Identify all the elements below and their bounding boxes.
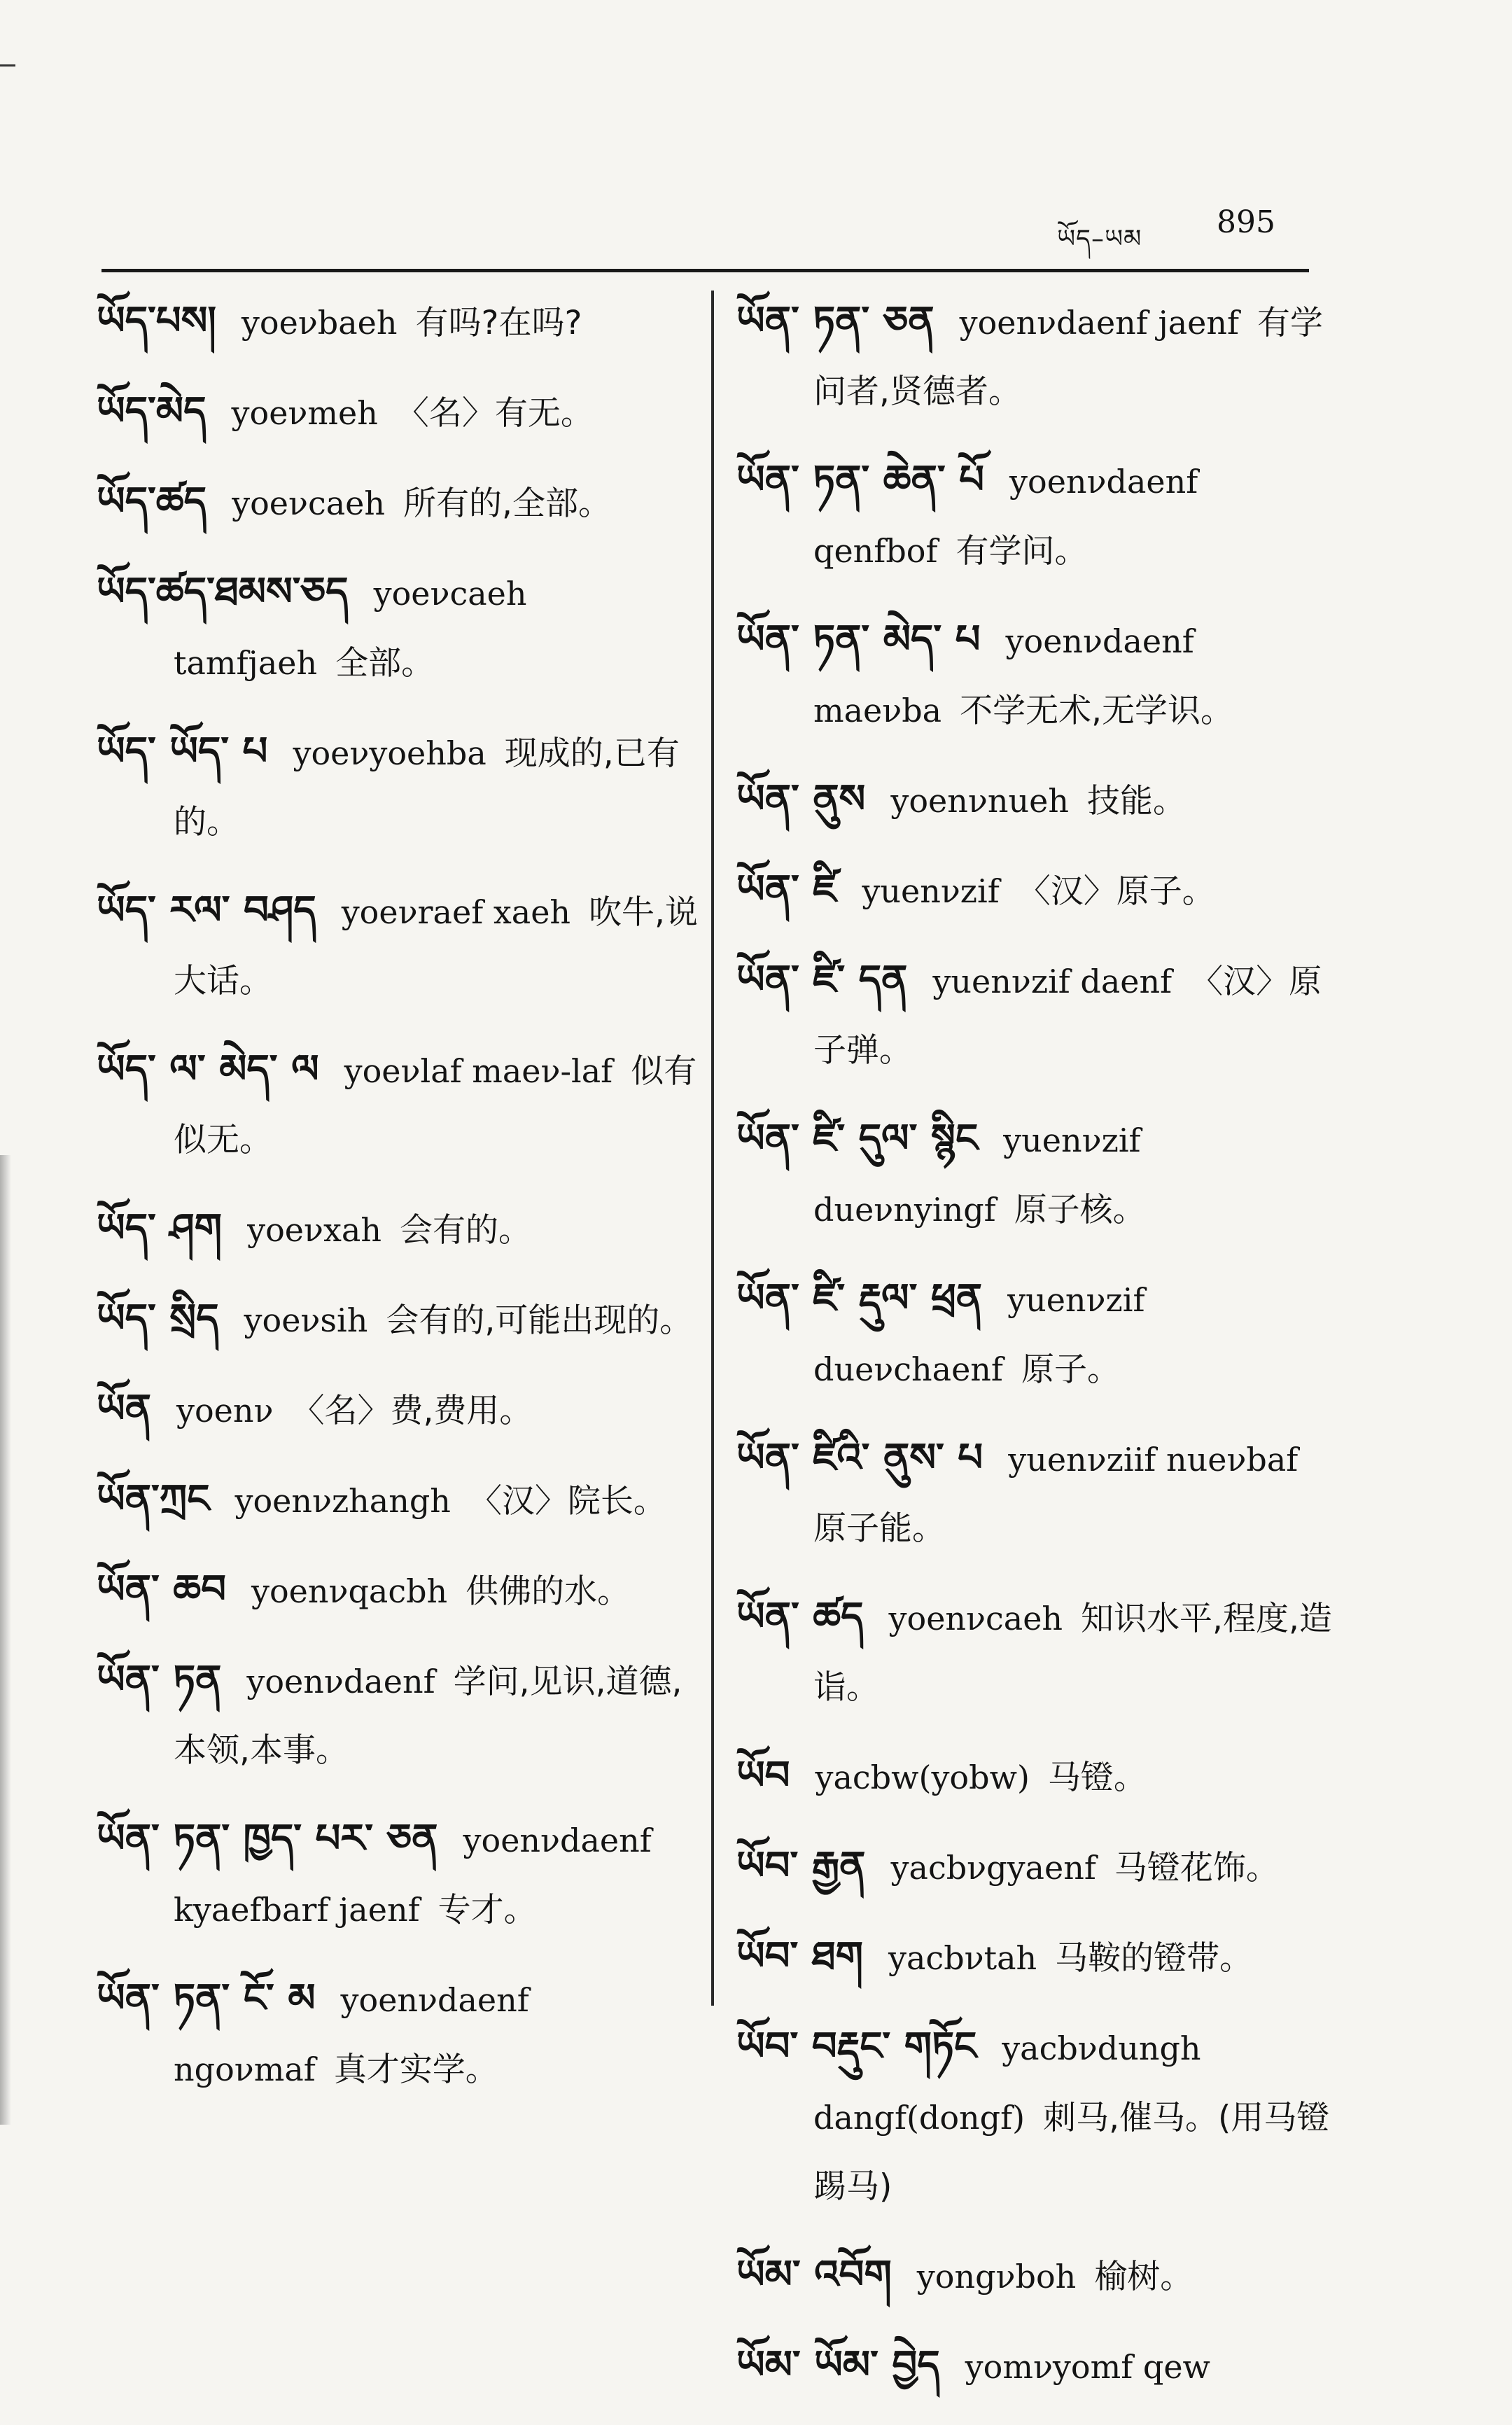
dictionary-entry: [736, 2244, 1338, 2315]
entry-definition: 马镫花饰。: [1114, 1849, 1279, 1887]
dictionary-entry: [736, 1268, 1338, 1408]
entry-definition: 原子能。: [813, 1509, 945, 1548]
entry-definition: 有学问者,贤德者。: [813, 304, 1324, 411]
entry-romanization: yoeνmeh: [231, 394, 378, 432]
dictionary-entry: [97, 880, 699, 1019]
entry-romanization: yacbνdungh dangf(dongf): [813, 2029, 1201, 2137]
entry-romanization: yoeνraef xaeh: [341, 893, 571, 931]
entry-romanization: yoeνsih: [244, 1301, 368, 1339]
entry-romanization: yoenνzhangh: [234, 1482, 451, 1520]
entry-romanization: yoenνdaenf qenfbof: [813, 463, 1198, 570]
entry-definition: 〈名〉费,费用。: [291, 1392, 533, 1430]
entry-romanization: yoenνdaenf maeνba: [813, 622, 1194, 729]
entry-romanization: yoenν: [176, 1392, 274, 1430]
entry-definition: 会有的,可能出现的。: [386, 1301, 693, 1340]
entry-definition: 所有的,全部。: [403, 484, 611, 523]
dictionary-entry: [736, 291, 1338, 430]
scan-edge-shadow: [0, 1155, 11, 2125]
entry-romanization: yuenνziif nueνbaf: [1008, 1441, 1298, 1479]
dictionary-entry: [736, 2016, 1338, 2225]
entry-definition: 会有的。: [399, 1211, 531, 1250]
entry-romanization: yoenνdaenf: [246, 1663, 435, 1700]
header-rule: [102, 269, 1309, 272]
page-header: [0, 0, 1512, 280]
entry-definition: 〈汉〉原子弹。: [813, 963, 1322, 1070]
entry-definition: 有学问。: [955, 532, 1088, 571]
entry-definition: 有吗?在吗?: [415, 304, 582, 342]
entry-romanization: yacbνtah: [888, 1939, 1037, 1977]
entry-romanization: yoenνdaenf ngoνmaf: [174, 1981, 529, 2088]
entry-romanization: yoeνcaeh tamfjaeh: [174, 575, 527, 682]
dictionary-entry: [97, 1288, 699, 1359]
entry-romanization: yomνyomf qew: [965, 2348, 1210, 2386]
entry-definition: 马镫。: [1047, 1759, 1147, 1797]
dictionary-entry: [97, 721, 699, 860]
entry-romanization: yoeνxah: [247, 1211, 382, 1249]
dictionary-entry: [97, 1039, 699, 1178]
entry-definition: 马鞍的镫带。: [1055, 1939, 1253, 1978]
entry-headword: ཡོན: [97, 1386, 151, 1432]
dictionary-entry: [97, 1559, 699, 1630]
entry-headword: ཡོན་ ཏན་ ཅན: [736, 298, 934, 344]
entry-headword: ཡོན་ ཛི་ རྡུལ་ ཕྲན: [736, 1276, 983, 1321]
dictionary-entry: [736, 1108, 1338, 1248]
entry-romanization: yuenνzif dueνnyingf: [813, 1121, 1141, 1229]
entry-headword: ཡོམ་ འབོག: [736, 2252, 892, 2298]
dictionary-entry: [736, 769, 1338, 839]
entry-romanization: yoeνlaf maeν-laf: [344, 1052, 613, 1090]
dictionary-entry: [97, 471, 699, 542]
entry-headword: ཡོན་ ཏན་ ཁྱད་ པར་ ཅན: [97, 1816, 438, 1861]
page-number: 895: [1217, 204, 1275, 240]
entry-romanization: yoenνcaeh: [888, 1600, 1063, 1637]
entry-romanization: yuenνzif: [862, 872, 1000, 910]
entry-headword: ཡོན་ ཛི་ དུལ་ སྙིང: [736, 1116, 979, 1161]
entry-romanization: yacbw(yobw): [815, 1759, 1030, 1796]
entry-headword: ཡོན་ ཏན་ མེད་ པ: [736, 617, 981, 662]
entry-headword: ཡོད་ ཡོད་ པ: [97, 729, 268, 774]
entry-headword: ཡོན་ ཏན་ ཆེན་ པོ: [736, 457, 985, 503]
entry-headword: ཡོད་མེད: [97, 389, 206, 434]
entry-definition: 现成的,已有的。: [174, 734, 680, 841]
entry-romanization: yoenνnueh: [890, 782, 1069, 820]
running-head: ཡོད–ཡམ: [1057, 225, 1142, 253]
entry-headword: ཡོབ་ བརྡུང་ གཏོང: [736, 2024, 977, 2069]
entry-definition: 榆树。: [1094, 2258, 1194, 2296]
dictionary-entry: [736, 859, 1338, 930]
entry-definition: 知识水平,程度,造诣。: [813, 1600, 1332, 1707]
entry-romanization: yoenνdaenf kyaefbarf jaenf: [174, 1822, 652, 1929]
entry-romanization: yacbνgyaenf: [890, 1849, 1096, 1887]
entry-headword: ཡོན་ ཛི: [736, 867, 837, 912]
entry-definition: 全部。: [335, 644, 435, 683]
entry-headword: ཡོན་ ཆབ: [97, 1567, 226, 1612]
entry-headword: ཡོན་ ཛིའི་ ནུས་ པ: [736, 1435, 983, 1481]
entry-romanization: yuenνzif dueνchaenf: [813, 1281, 1145, 1388]
entry-headword: ཡོད་ རལ་ བཤད: [97, 888, 316, 933]
entry-definition: 技能。: [1086, 782, 1186, 820]
dictionary-entry: [97, 1808, 699, 1948]
entry-headword: ཡོན་ ཏན: [97, 1657, 222, 1703]
left-column: [97, 291, 699, 2127]
entry-headword: ཡོད་ སྲིད: [97, 1296, 219, 1341]
entry-definition: 学问,见识,道德,本领,本事。: [174, 1663, 682, 1770]
entry-romanization: yoeνbaeh: [241, 304, 398, 342]
entry-definition: 原子。: [1021, 1350, 1120, 1389]
entry-romanization: yoenνdaenf jaenf: [959, 304, 1240, 342]
entry-definition: 真才实学。: [333, 2050, 498, 2089]
entry-headword: ཡོབ་ རྒྱན: [736, 1843, 866, 1889]
dictionary-entry: [736, 1836, 1338, 1906]
entry-headword: ཡོད་པས།: [97, 298, 216, 344]
entry-headword: ཡོན་ཀྲང: [97, 1476, 210, 1522]
dictionary-entry: [736, 1926, 1338, 1997]
entry-definition: 不学无术,无学识。: [960, 692, 1234, 730]
dictionary-entry: [97, 381, 699, 452]
dictionary-entry: [97, 1649, 699, 1789]
dictionary-entry: [97, 1198, 699, 1269]
entry-romanization: yuenνzif daenf: [932, 963, 1172, 1000]
dictionary-entry: [736, 2335, 1338, 2405]
dictionary-entry: [736, 449, 1338, 589]
entry-definition: 刺马,催马。(用马镫踢马): [813, 2099, 1330, 2206]
entry-headword: ཡོམ་ ཡོམ་ བྱེད: [736, 2342, 940, 2388]
entry-definition: 〈汉〉原子。: [1017, 872, 1215, 911]
dictionary-entry: [97, 1469, 699, 1539]
entry-definition: 似有似无。: [174, 1052, 697, 1159]
entry-romanization: yoeνyoehba: [293, 734, 486, 772]
entry-definition: 专才。: [438, 1891, 537, 1929]
dictionary-entry: [736, 609, 1338, 749]
entry-headword: ཡོན་ ཛི་ དན: [736, 957, 908, 1002]
entry-headword: ཡོད་ ལ་ མེད་ ལ: [97, 1047, 319, 1092]
entry-romanization: yoenνqacbh: [251, 1572, 448, 1610]
entry-headword: ཡོད་ཚད་ཐམས་ཅད: [97, 569, 349, 615]
dictionary-entry: [736, 1427, 1338, 1567]
entry-headword: ཡོབ: [736, 1753, 790, 1798]
entry-romanization: yongνboh: [916, 2258, 1077, 2295]
dictionary-entry: [97, 291, 699, 361]
dictionary-entry: [736, 1745, 1338, 1816]
entry-headword: ཡོན་ ཚད: [736, 1594, 864, 1640]
entry-headword: ཡོད་ཚད: [97, 479, 207, 524]
dictionary-entry: [97, 1968, 699, 2108]
entry-headword: ཡོན་ ཏན་ ངོ་ མ: [97, 1976, 316, 2021]
entry-headword: ཡོབ་ ཐག: [736, 1934, 864, 1979]
dictionary-entry: [736, 949, 1338, 1089]
entry-headword: ཡོད་ ཤག: [97, 1205, 223, 1251]
dictionary-entry: [736, 1586, 1338, 1726]
entry-definition: 供佛的水。: [465, 1572, 631, 1611]
column-divider: [711, 291, 714, 2006]
entry-definition: 吹牛,说大话。: [174, 893, 699, 1000]
dictionary-entry: [97, 561, 699, 701]
entry-definition: 原子核。: [1014, 1191, 1146, 1229]
right-column: [736, 291, 1338, 2425]
entry-definition: 〈汉〉院长。: [468, 1482, 666, 1521]
entry-definition: 〈名〉有无。: [396, 394, 594, 433]
entry-romanization: yoeνcaeh: [232, 484, 385, 522]
dictionary-entry: [97, 1378, 699, 1449]
entry-headword: ཡོན་ ནུས: [736, 776, 866, 822]
